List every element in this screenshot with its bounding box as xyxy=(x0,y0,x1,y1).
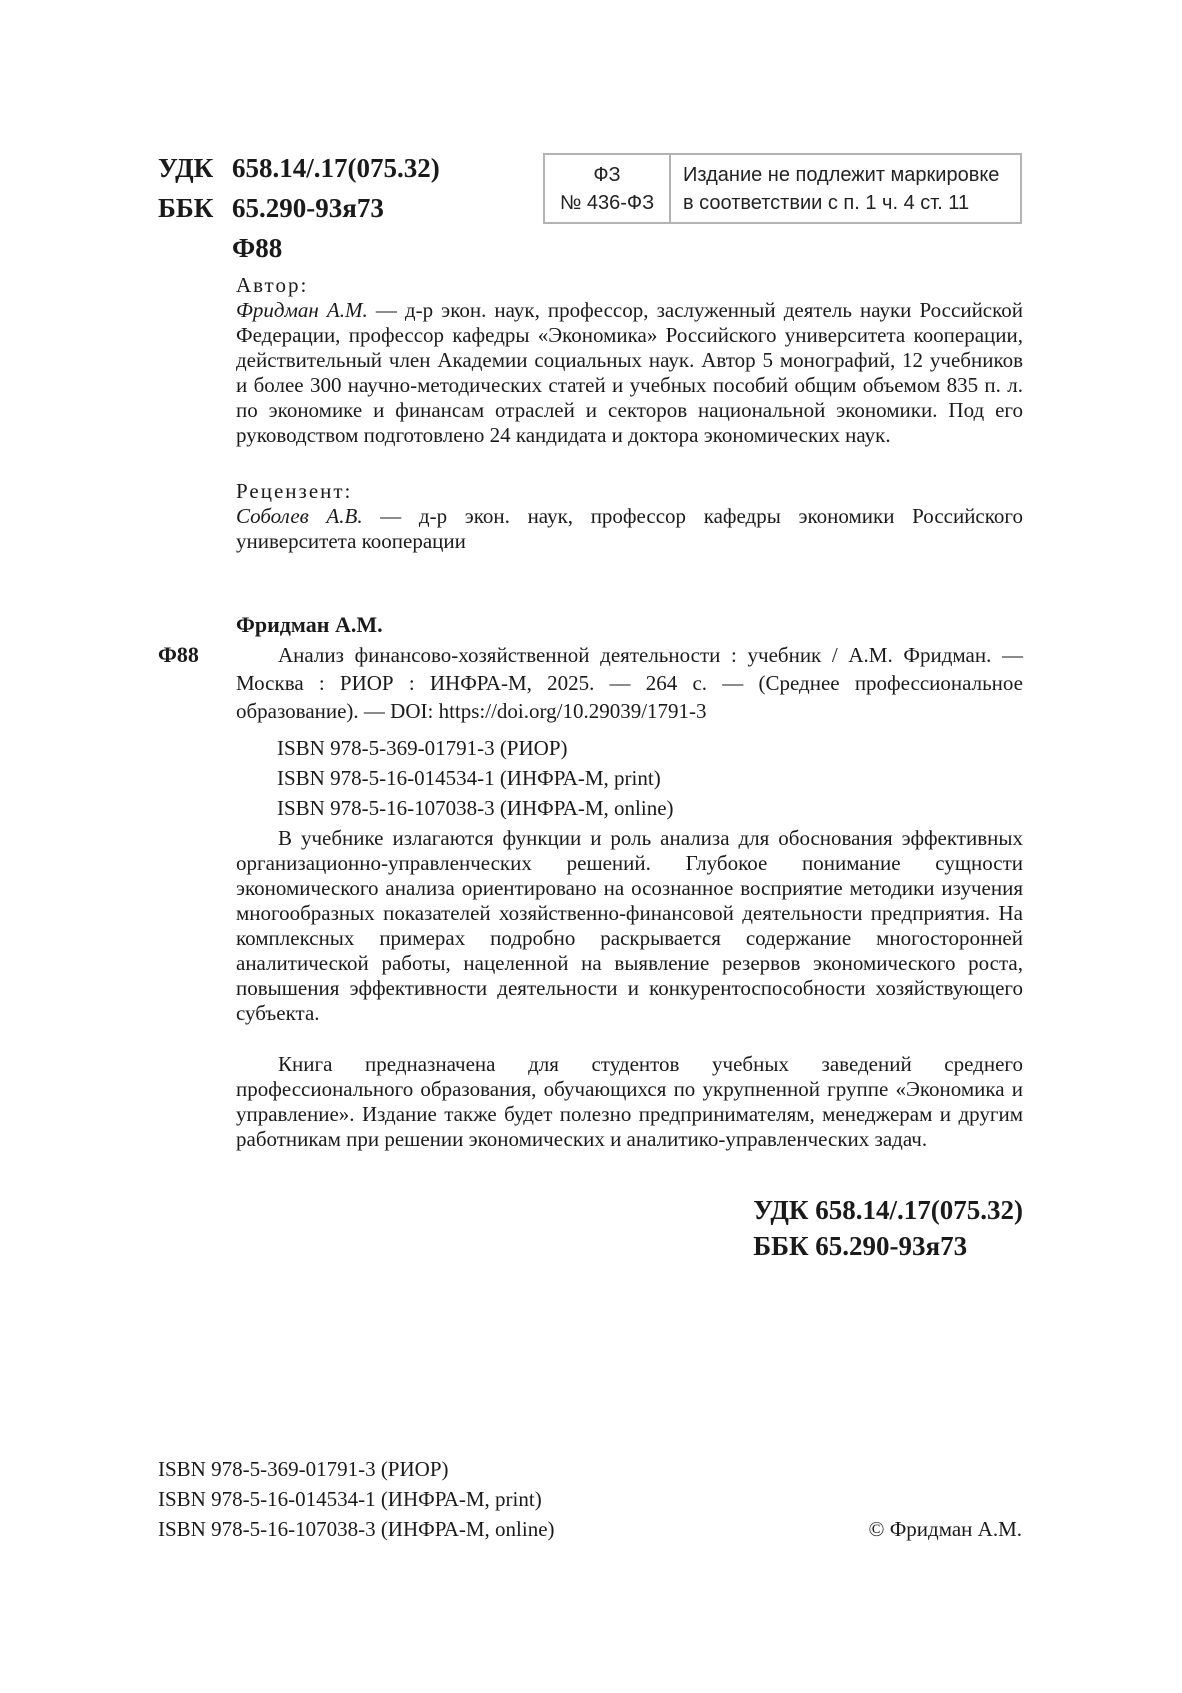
bib-description: Анализ финансово-хозяйственной деятельности : учебник / А.М. Фридман. — Москва : РИОР : ИНФРА-М, 2025. — 264 с. — (Среднее профессиональное образование). — DOI: https://doi.org/10.29039/1791-3 xyxy=(236,643,1023,723)
fz-note-line1: Издание не подлежит маркировке xyxy=(683,164,1000,186)
reviewer-name: Соболев А.В. xyxy=(236,504,363,528)
fz-note-line2: в соответствии с п. 1 ч. 4 ст. 11 xyxy=(683,192,970,214)
bib-author: Фридман А.М. xyxy=(236,612,383,637)
isbn-rior: ISBN 978-5-369-01791-3 (РИОР) xyxy=(277,736,568,760)
bbk-label: ББК xyxy=(158,193,214,223)
fz-law-cell xyxy=(545,155,671,222)
footer-classification xyxy=(753,1192,1023,1264)
bottom-isbn-list xyxy=(158,1454,555,1544)
fz-label: ФЗ xyxy=(593,164,621,186)
annotation-paragraph-1: В учебнике излагаются функции и роль анализа для обоснования эффективных организационно-управленческих решений. Глубокое понимание сущности экономического анализа ориентировано на осознанное восприятие методики изучения многообразных показателей хозяйственно-финансовой деятельности предприятия. На комплексных примерах подробно раскрывается содержание многосторонней аналитической работы, нацеленной на выявление резервов экономического роста, повышения эффективности деятельности и конкурентоспособности хозяйствующего субъекта. xyxy=(236,826,1023,1025)
isbn-infra-print: ISBN 978-5-16-014534-1 (ИНФРА-М, print) xyxy=(277,766,661,790)
copyright: © Фридман А.М. xyxy=(868,1517,1022,1541)
isbn-infra-online: ISBN 978-5-16-107038-3 (ИНФРА-М, online) xyxy=(277,796,674,820)
udk-label: УДК xyxy=(158,153,214,183)
footer-bbk: ББК 65.290-93я73 xyxy=(753,1231,968,1261)
reviewer-section xyxy=(236,479,1023,554)
udk-value: 658.14/.17(075.32) xyxy=(232,153,440,183)
bbk-value: 65.290-93я73 xyxy=(232,193,384,223)
bottom-isbn-infra-online: ISBN 978-5-16-107038-3 (ИНФРА-М, online) xyxy=(158,1517,555,1541)
udk-line xyxy=(158,148,440,188)
author-text: — д-р экон. наук, профессор, заслуженный деятель науки Российской Федерации, профессор кафедры «Экономика» Российского университета кооперации, действительный член Академии социальных наук. Автор 5 монографий, 12 учебников и более 300 научно-методических статей и учебных пособий общим объемом 835 п. л. по экономике и финансам отраслей и секторов национальной экономики. Под его руководством подготовлено 24 кандидата и доктора экономических наук. xyxy=(236,298,1023,447)
fz-note-cell xyxy=(671,155,1020,222)
author-section xyxy=(236,273,1023,448)
author-bio xyxy=(236,298,1023,448)
reviewer-text: — д-р экон. наук, профессор кафедры экономики Российского университета кооперации xyxy=(236,504,1023,553)
classification-block xyxy=(158,148,440,268)
reviewer-heading: Рецензент: xyxy=(236,479,353,503)
bib-mark: Ф88 xyxy=(158,642,199,667)
reviewer-bio xyxy=(236,504,1023,554)
bbk-line xyxy=(158,188,440,228)
author-heading: Автор: xyxy=(236,273,309,297)
fz-marking-box xyxy=(543,153,1022,224)
author-mark-line xyxy=(158,228,440,268)
bottom-isbn-infra-print: ISBN 978-5-16-014534-1 (ИНФРА-М, print) xyxy=(158,1487,542,1511)
bottom-isbn-rior: ISBN 978-5-369-01791-3 (РИОР) xyxy=(158,1457,449,1481)
isbn-list xyxy=(277,733,674,823)
author-mark: Ф88 xyxy=(232,233,283,263)
annotation-paragraph-2: Книга предназначена для студентов учебных заведений среднего профессионального образования, обучающихся по укрупненной группе «Экономика и управление». Издание также будет полезно предпринимателям, менеджерам и другим работникам при решении экономических и аналитико-управленческих задач. xyxy=(236,1052,1023,1151)
fz-number: № 436-ФЗ xyxy=(559,192,655,214)
author-name: Фридман А.М. xyxy=(236,298,368,322)
footer-udk: УДК 658.14/.17(075.32) xyxy=(753,1195,1023,1225)
